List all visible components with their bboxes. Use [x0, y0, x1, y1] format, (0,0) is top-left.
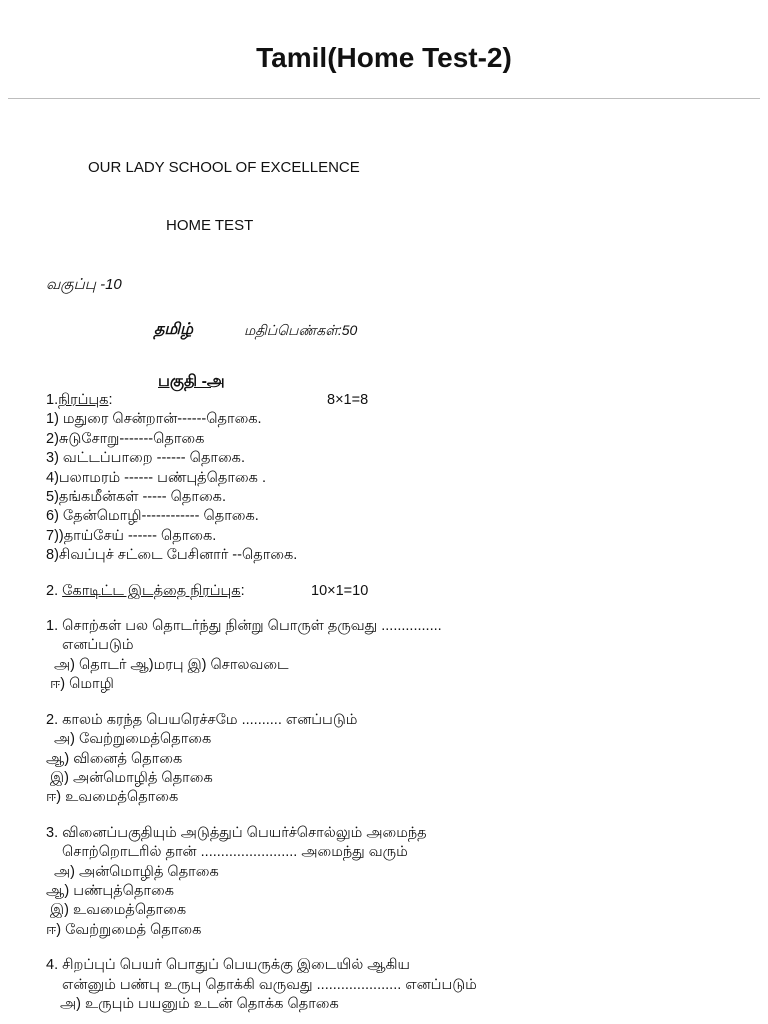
- section2-heading-num: 2.: [46, 582, 63, 599]
- test-name: HOME TEST: [166, 217, 254, 234]
- section2-heading-text: கோடிட்ட இடத்தை நிரப்புக: [62, 582, 241, 599]
- question-3-option: ஆ) பண்புத்தொகை: [46, 882, 174, 899]
- part-title: பகுதி -அ: [158, 373, 225, 390]
- question-1-cont: எனப்படும்: [62, 637, 134, 654]
- section2-heading-colon: :: [240, 582, 245, 599]
- question-4-option: அ) உருபும் பயனும் உடன் தொக்க தொகை: [60, 995, 339, 1012]
- section1-heading-num: 1.: [46, 392, 59, 408]
- school-name: OUR LADY SCHOOL OF EXCELLENCE: [88, 159, 360, 176]
- section1-heading: [46, 391, 746, 410]
- page-title: Tamil(Home Test-2): [256, 42, 512, 73]
- section1-item: 6) தேன்மொழி------------ தொகை.: [46, 508, 259, 525]
- question-4-cont: என்னும் பண்பு உருபு தொக்கி வருவது ..................... எனப்படும்: [62, 976, 477, 993]
- section1-item: 7))தாய்சேய் ------ தொகை.: [46, 527, 217, 544]
- question-2-option: ஆ) வினைத் தொகை: [46, 750, 183, 767]
- section2-score: 10×1=10: [311, 582, 369, 599]
- question-1-option: ஈ) மொழி: [50, 676, 114, 693]
- question-1: 1. சொற்கள் பல தொடர்ந்து நின்று பொருள் தருவது ...............: [46, 618, 442, 635]
- class-line: வகுப்பு -10: [46, 276, 122, 293]
- title-divider: [8, 98, 760, 99]
- subject-label: தமிழ்: [154, 321, 194, 338]
- section1-item: 3) வட்டப்பாறை ------ தொகை.: [46, 450, 245, 467]
- question-2-option: இ) அன்மொழித் தொகை: [50, 769, 213, 786]
- section1-heading-text: நிரப்புக: [58, 392, 109, 408]
- question-2-option: ஈ) உவமைத்தொகை: [46, 789, 179, 806]
- question-3-option: ஈ) வேற்றுமைத் தொகை: [46, 921, 202, 938]
- question-2-option: அ) வேற்றுமைத்தொகை: [54, 731, 212, 748]
- question-3-option: அ) அன்மொழித் தொகை: [54, 863, 219, 880]
- question-1-option: அ) தொடர் ஆ)மரபு இ) சொலவடை: [54, 656, 289, 673]
- question-4: 4. சிறப்புப் பெயர் பொதுப் பெயருக்கு இடையில் ஆகிய: [46, 957, 410, 974]
- section1-item: 5)தங்கமீன்கள் ----- தொகை.: [46, 489, 226, 506]
- section1-item: 2)சுடுசோறு-------தொகை: [46, 430, 205, 447]
- section2-heading: [46, 582, 746, 601]
- section1-score: 8×1=8: [327, 392, 369, 408]
- section1-heading-colon: :: [108, 392, 113, 408]
- question-2: 2. காலம் கரந்த பெயரெச்சமே .......... எனப்படும்: [46, 711, 358, 728]
- question-3-option: இ) உவமைத்தொகை: [50, 902, 187, 919]
- question-3: 3. வினைப்பகுதியும் அடுத்துப் பெயர்ச்சொல்லும் அமைந்த: [46, 824, 427, 841]
- section1-item: 1) மதுரை சென்றான்------தொகை.: [46, 411, 262, 428]
- question-3-cont: சொற்றொடரில் தான் ........................ அமைந்து வரும்: [62, 844, 408, 861]
- question-body: [46, 391, 746, 1014]
- section1-item: 4)பலாமரம் ------ பண்புத்தொகை .: [46, 469, 266, 486]
- section1-item: 8)சிவப்புச் சட்டை பேசினார் --தொகை.: [46, 547, 298, 564]
- marks-label: மதிப்பெண்கள்:50: [244, 322, 358, 338]
